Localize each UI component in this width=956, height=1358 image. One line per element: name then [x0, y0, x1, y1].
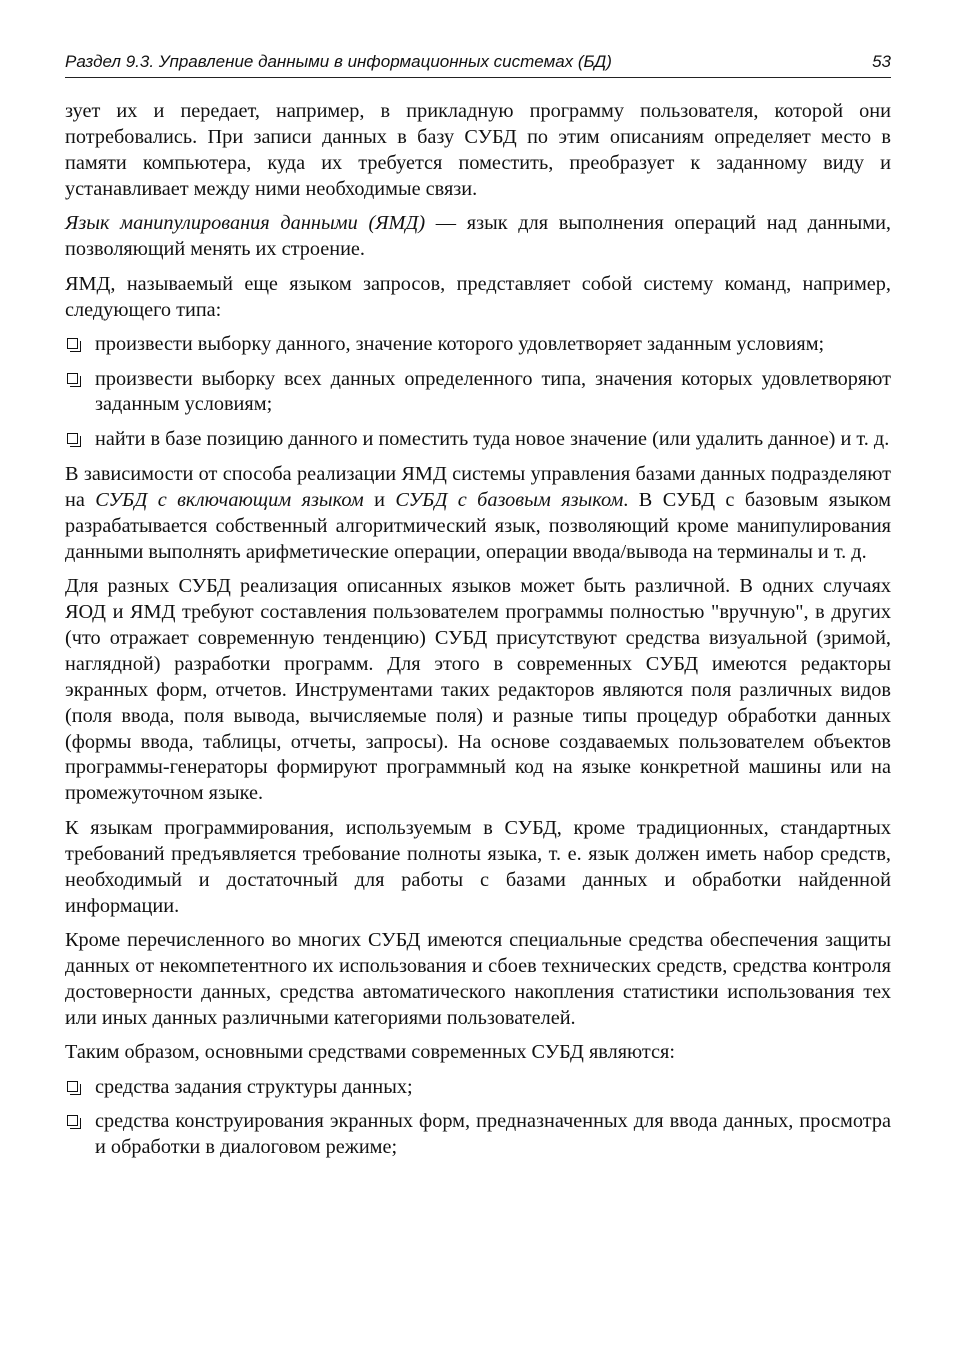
list-item [65, 1109, 891, 1161]
section-title: Раздел 9.3. Управление данными в информационных системах (БД) [65, 52, 612, 71]
bullet-list [65, 332, 891, 453]
paragraph-text: В зависимости от способа реализации ЯМД системы управления базами данных подразделяют на [65, 462, 891, 511]
checkbox-bullet-icon [67, 1115, 78, 1126]
checkbox-bullet-icon [67, 338, 78, 349]
paragraph-definition [65, 211, 891, 263]
list-item-text: средства конструирования экранных форм, предназначенных для ввода данных, просмотра и обработки в диалоговом режиме; [95, 1110, 891, 1159]
list-item-text: найти в базе позицию данного и поместить туда новое значение (или удалить данное) и т. д. [95, 427, 890, 450]
checkbox-bullet-icon [67, 373, 78, 384]
paragraph [65, 462, 891, 566]
paragraph: ЯМД, называемый еще языком запросов, представляет собой систему команд, например, следующего типа: [65, 272, 891, 321]
list-item-text: средства задания структуры данных; [95, 1075, 413, 1098]
list-item [65, 367, 891, 419]
paragraph-text: . В СУБД с базовым языком разрабатывается собственный алгоритмический язык, позволяющий кроме манипулирования данными выполнять арифметические операции, операции ввода/вывода на терминалы и т. д. [65, 488, 892, 563]
list-item-text: произвести выборку всех данных определенного типа, значения которых удовлетворяют заданным условиям; [95, 367, 891, 416]
page-number: 53 [872, 52, 891, 71]
term-embedded-dbms: СУБД с включающим языком [95, 488, 364, 511]
paragraph: К языкам программирования, используемым в СУБД, кроме традиционных, стандартных требований предъявляется требование полноты языка, т. е. язык должен иметь набор средств, необходимый и достаточный для работы с базами данных и обработки найденной информации. [65, 816, 891, 917]
list-item-text: произвести выборку данного, значение которого удовлетворяет заданным условиям; [95, 333, 825, 356]
book-page [65, 52, 891, 1170]
paragraph: Кроме перечисленного во многих СУБД имеются специальные средства обеспечения защиты данных от некомпетентного их использования и сбоев технических средств, средства контроля достоверности данных, средства автоматического накопления статистики использования тех или иных данных различными категориями пользователей. [65, 929, 891, 1029]
definition-text: — язык для выполнения операций над данными, позволяющий менять их строение. [65, 212, 891, 261]
term-dml: Язык манипулирования данными (ЯМД) [65, 212, 426, 235]
term-base-language-dbms: СУБД с базовым языком [395, 488, 624, 511]
checkbox-bullet-icon [67, 433, 78, 444]
list-item [65, 427, 891, 453]
list-item [65, 332, 891, 358]
paragraph: Для разных СУБД реализация описанных языков может быть различной. В одних случаях ЯОД и ЯМД требуют составления пользователем программы полностью "вручную", в других (что отражает современную тенденцию) СУБД присутствуют средства визуальной (зримой, наглядной) разработки программ. Для этого в современных СУБД имеются редакторы экранных форм, отчетов. Инструментами таких редакторов являются поля различных видов (поля ввода, поля вывода, вычисляемые поля) и разные типы процедур обработки данных (формы ввода, таблицы, отчеты, запросы). На основе создаваемых пользователем объектов программы-генераторы формируют программный код на языке конкретной машины или на промежуточном языке. [65, 575, 891, 805]
list-item [65, 1075, 891, 1101]
checkbox-bullet-icon [67, 1081, 78, 1092]
paragraph-text: и [363, 488, 396, 511]
paragraph: зует их и передает, например, в прикладную программу пользователя, которой они потребовались. При записи данных в базу СУБД по этим описаниям определяет место в памяти компьютера, куда их требуется поместить, преобразует к заданному виду и устанавливает между ними необходимые связи. [65, 100, 891, 200]
running-header [65, 52, 891, 78]
bullet-list [65, 1075, 891, 1161]
paragraph: Таким образом, основными средствами современных СУБД являются: [65, 1041, 675, 1064]
